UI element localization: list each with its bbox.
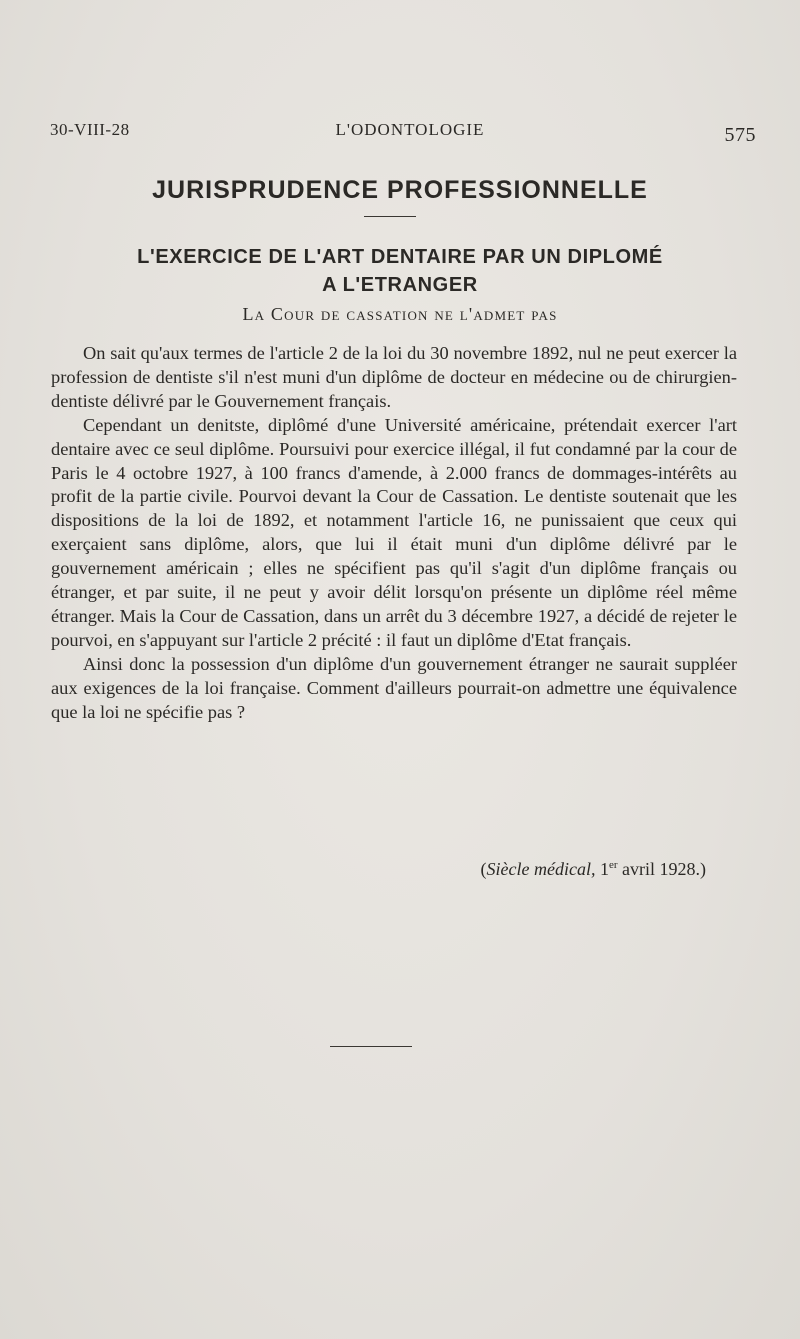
citation: (Siècle médical, 1er avril 1928.)	[480, 859, 706, 879]
article-body	[51, 342, 737, 725]
citation-date: avril 1928.	[622, 859, 700, 879]
paragraph-3: Ainsi donc la possession d'un diplôme d'un gouvernement étranger ne saurait suppléer aux exigences de la loi française. Comment d'ailleurs pourrait-on admettre une équivalence que la loi ne spécifie pas ?	[51, 653, 737, 722]
end-divider	[330, 1046, 412, 1047]
citation-day: 1	[599, 859, 609, 879]
paragraph-1: On sait qu'aux termes de l'article 2 de la loi du 30 novembre 1892, nul ne peut exercer la profession de dentiste s'il n'est muni d'un diplôme de docteur en médecine ou de chirurgien-dentiste délivré par le Gouvernement français.	[51, 343, 737, 411]
article-headline-line1: L'EXERCICE DE L'ART DENTAIRE PAR UN DIPLOMÉ	[137, 246, 663, 268]
journal-title: L'ODONTOLOGIE	[335, 120, 485, 139]
page-number: 575	[724, 124, 756, 146]
issue-date: 30-VIII-28	[50, 120, 130, 139]
citation-source: Siècle médical,	[486, 859, 596, 879]
section-title: JURISPRUDENCE PROFESSIONNELLE	[152, 176, 648, 204]
paragraph-2: Cependant un denitste, diplômé d'une Université américaine, prétendait exercer l'art dentaire avec ce seul diplôme. Poursuivi pour exercice illégal, il fut condamné par la cour de Paris le 4 octobre 1927, à 100 francs d'amende, à 2.000 francs de dommages-intérêts au profit de la partie civile. Pourvoi devant la Cour de Cassation. Le dentiste soutenait que les dispositions de la loi de 1892, et notamment l'article 16, ne punissaient que ceux qui exerçaient sans diplôme, alors, que lui il était muni d'un diplôme délivré par le gouvernement américain ; elles ne spécifient pas qu'il s'agit d'un diplôme français ou étranger, et par suite, il ne peut y avoir délit lorsqu'on présente un diplôme réel même étranger. Mais la Cour de Cassation, dans un arrêt du 3 décembre 1927, a décidé de rejeter le pourvoi, en s'appuyant sur l'article 2 précité : il faut un diplôme d'Etat français.	[51, 414, 737, 650]
article-headline-line2: A L'ETRANGER	[322, 274, 478, 296]
section-divider	[364, 216, 416, 217]
article-subheadline: La Cour de cassation ne l'admet pas	[242, 304, 558, 324]
citation-sup: er	[608, 859, 618, 871]
running-head	[50, 120, 770, 144]
